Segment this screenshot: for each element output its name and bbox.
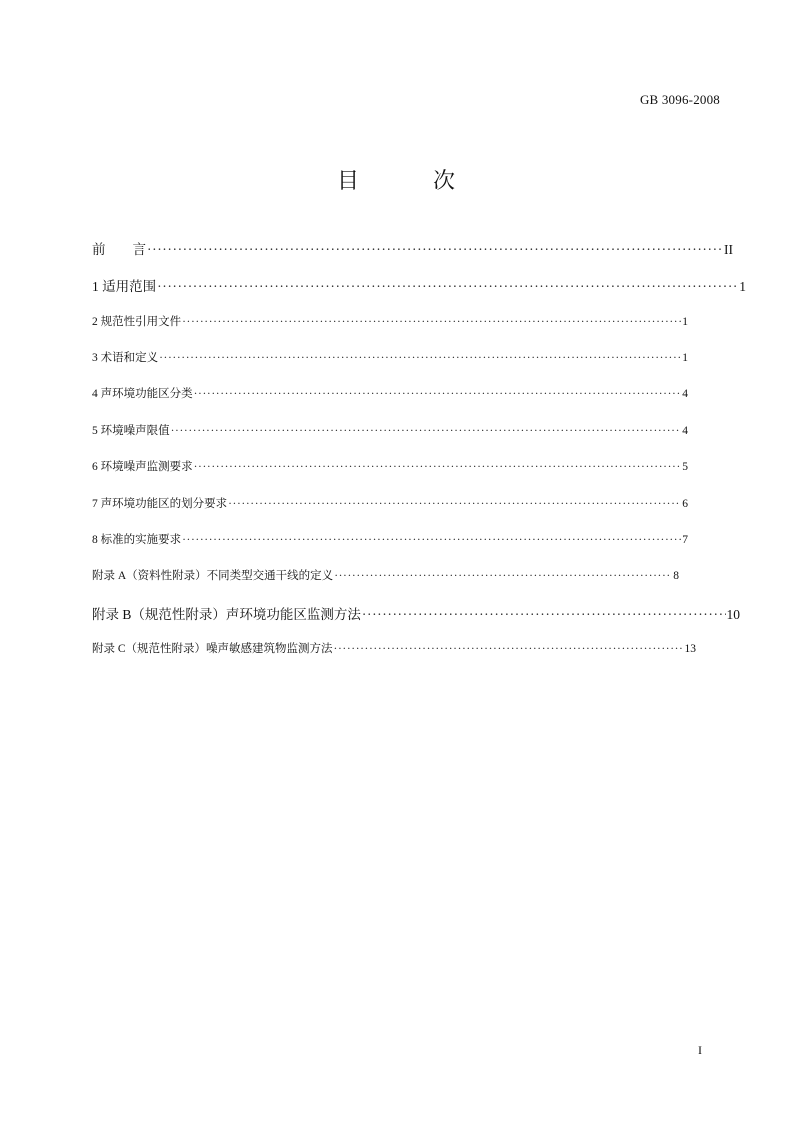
toc-label: 2 规范性引用文件 bbox=[92, 316, 182, 328]
toc-page-number: 6 bbox=[682, 498, 688, 510]
toc-page-number: 5 bbox=[682, 461, 688, 473]
toc-entry-2[interactable] bbox=[92, 313, 688, 329]
toc-page-number: II bbox=[724, 242, 733, 257]
toc-label: 附录 A（资料性附录）不同类型交通干线的定义 bbox=[92, 570, 334, 582]
toc-leader-dots bbox=[182, 316, 681, 328]
toc-entry-4[interactable] bbox=[92, 385, 688, 401]
toc-leader-dots bbox=[228, 498, 681, 510]
toc-label: 5 环境噪声限值 bbox=[92, 425, 170, 437]
standard-code: GB 3096-2008 bbox=[639, 92, 720, 107]
toc-entry-appendix-c[interactable] bbox=[92, 640, 696, 656]
toc-entry-appendix-b[interactable] bbox=[92, 603, 740, 623]
toc-leader-dots bbox=[157, 279, 738, 295]
toc-label: 6 环境噪声监测要求 bbox=[92, 461, 193, 473]
toc-entry-8[interactable] bbox=[92, 531, 688, 547]
toc-page-number: 8 bbox=[673, 570, 679, 582]
toc-page-number: 1 bbox=[739, 279, 746, 294]
toc-leader-dots bbox=[334, 570, 672, 582]
toc-page-number: 10 bbox=[726, 607, 740, 622]
toc-entry-6[interactable] bbox=[92, 458, 688, 474]
toc-label: 1 适用范围 bbox=[92, 279, 157, 294]
toc-label: 3 术语和定义 bbox=[92, 352, 159, 364]
toc-page-number: 13 bbox=[684, 643, 696, 655]
toc-leader-dots bbox=[147, 242, 723, 258]
toc-entry-3[interactable] bbox=[92, 349, 688, 365]
toc-entry-1[interactable] bbox=[92, 275, 746, 295]
toc-leader-dots bbox=[159, 352, 681, 364]
toc-page-number: 1 bbox=[682, 316, 688, 328]
toc-label: 8 标准的实施要求 bbox=[92, 534, 182, 546]
toc-leader-dots bbox=[194, 388, 682, 400]
toc-leader-dots bbox=[334, 643, 684, 655]
toc-label: 附录 C（规范性附录）噪声敏感建筑物监测方法 bbox=[92, 643, 333, 655]
toc-page-number: 4 bbox=[682, 388, 688, 400]
toc-entry-7[interactable] bbox=[92, 495, 688, 511]
toc-leader-dots bbox=[182, 534, 681, 546]
toc-leader-dots bbox=[362, 607, 726, 623]
toc-page-number: 4 bbox=[682, 425, 688, 437]
toc-label: 前 言 bbox=[92, 242, 146, 257]
toc-page-number: 7 bbox=[682, 534, 688, 546]
toc-label: 附录 B（规范性附录）声环境功能区监测方法 bbox=[92, 607, 361, 622]
page-number: I bbox=[698, 1043, 702, 1057]
toc-leader-dots bbox=[171, 425, 682, 437]
toc-label: 7 声环境功能区的划分要求 bbox=[92, 498, 228, 510]
page-title: 目 次 bbox=[336, 168, 481, 193]
toc-entry-foreword[interactable] bbox=[92, 238, 733, 258]
toc-page-number: 1 bbox=[682, 352, 688, 364]
toc-entry-5[interactable] bbox=[92, 422, 688, 438]
toc-entry-appendix-a[interactable] bbox=[92, 567, 679, 583]
toc-leader-dots bbox=[194, 461, 682, 473]
toc-label: 4 声环境功能区分类 bbox=[92, 388, 193, 400]
